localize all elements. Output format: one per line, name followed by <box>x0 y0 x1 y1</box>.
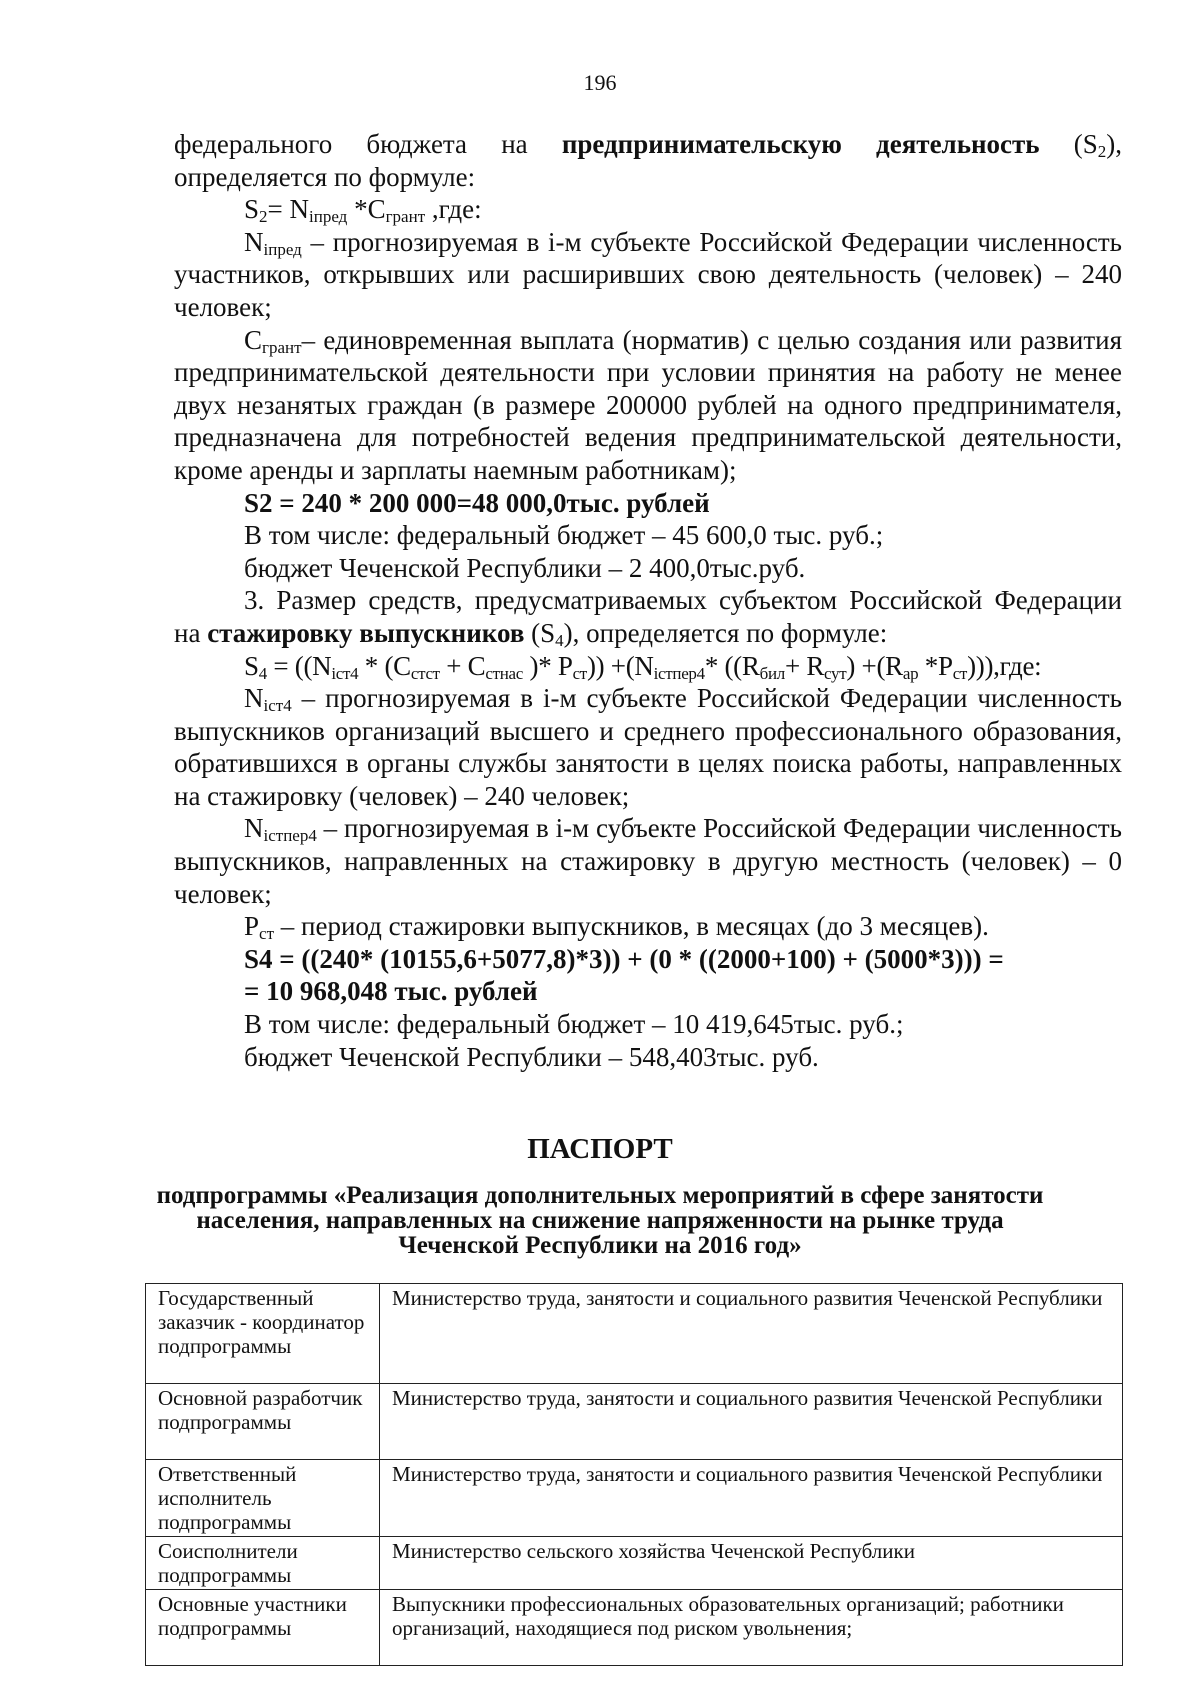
table-row <box>146 1537 1123 1590</box>
s4-regional-budget: бюджет Чеченской Республики – 548,403тыс. руб. <box>244 1041 819 1072</box>
table-cell-label: Основной разработчик подпрограммы <box>146 1384 380 1460</box>
table-cell-label: Ответственный исполнитель подпрограммы <box>146 1460 380 1537</box>
paragraph-s2-intro: федерального бюджета на предпринимательскую деятельность $(S_2)$, определяется по формуле: <box>174 129 1122 192</box>
document-body <box>174 128 1122 1073</box>
definition-p-st: $Р_{ст}$ – период стажировки выпускников, в месяцах (до 3 месяцев). <box>244 911 989 944</box>
definition-n-ist4: $N_{iст4}$ – прогнозируемая в i-м субъекте Российской Федерации численность выпускников организаций высшего и среднего профессионального образования, обратившихся в органы службы занятости в целях поиска работы, направленных на стажировку (человек) – 240 человек; <box>174 683 1122 811</box>
passport-table <box>145 1283 1123 1666</box>
s2-regional-budget: бюджет Чеченской Республики – 2 400,0тыс.руб. <box>244 552 806 583</box>
table-cell-label: Основные участники подпрограммы <box>146 1590 380 1666</box>
s4-federal-budget: В том числе: федеральный бюджет – 10 419,645тыс. руб.; <box>244 1009 904 1040</box>
s2-federal-budget: В том числе: федеральный бюджет – 45 600,0 тыс. руб.; <box>244 520 884 551</box>
table-row <box>146 1590 1123 1666</box>
paragraph-s4-intro: 3. Размер средств, предусматриваемых субъектом Российской Федерации на стажировку выпускников $(S_4)$, определяется по формуле: <box>174 585 1122 650</box>
result-s4-line2: = 10 968,048 тыс. рублей <box>244 976 538 1007</box>
definition-n-ipred: $N_{iпред}$ – прогнозируемая в i-м субъекте Российской Федерации численность участников, открывших или расширивших свою деятельность (человек) – 240 человек; <box>174 226 1122 322</box>
table-row <box>146 1460 1123 1537</box>
result-s4-line1: S4 = ((240* (10155,6+5077,8)*3)) + (0 * ((2000+100) + (5000*3))) = <box>244 943 1004 974</box>
passport-title: ПАСПОРТ <box>527 1133 673 1165</box>
table-cell-value: Министерство труда, занятости и социального развития Чеченской Республики <box>380 1284 1123 1384</box>
definition-c-grant: $С_{грант}-$ единовременная выплата (норматив) с целью создания или развития предпринимательской деятельности при условии принятия на работу не менее двух незанятых граждан (в размере 200000 рублей на одного предпринимателя, предназначена для потребностей ведения предпринимательской деятельности, кроме аренды и зарплаты наемным работникам); <box>174 324 1122 485</box>
table-cell-label: Соисполнители подпрограммы <box>146 1537 380 1590</box>
table-row <box>146 1384 1123 1460</box>
table-cell-value: Министерство труда, занятости и социального развития Чеченской Республики <box>380 1460 1123 1537</box>
formula-s2: $S_2= N_{iпред}$ $*С_{грант}$ ,где: <box>244 194 482 227</box>
result-s2: S2 = 240 * 200 000=48 000,0тыс. рублей <box>244 487 710 518</box>
table-cell-value: Министерство труда, занятости и социального развития Чеченской Республики <box>380 1384 1123 1460</box>
table-cell-label: Государственный заказчик - координатор подпрограммы <box>146 1284 380 1384</box>
passport-subtitle: подпрограммы «Реализация дополнительных мероприятий в сфере занятости населения, направленных на снижение напряженности на рынке труда Чеченской Республики на 2016 год» <box>156 1182 1044 1259</box>
table-cell-value: Выпускники профессиональных образовательных организаций; работники организаций, находящиеся под риском увольнения; <box>380 1590 1123 1666</box>
table-cell-value: Министерство сельского хозяйства Чеченской Республики <box>380 1537 1123 1590</box>
formula-s4: $S_4 = ((N_{iст4} * (С_{стст} + С_{стнас}$ )* $Р_{ст})) +(N_{iстпер4}*$ ($(R_{бил}+ R_{сут}) +(R_{ар}$ $*Р_{ст}))),где$: <box>244 650 1042 683</box>
table-row <box>146 1284 1123 1384</box>
page-number: 196 <box>583 70 617 95</box>
definition-n-istper4: $N_{iстпер4}$ – прогнозируемая в i-м субъекте Российской Федерации численность выпускников, направленных на стажировку в другую местность (человек) – 0 человек; <box>174 813 1122 909</box>
